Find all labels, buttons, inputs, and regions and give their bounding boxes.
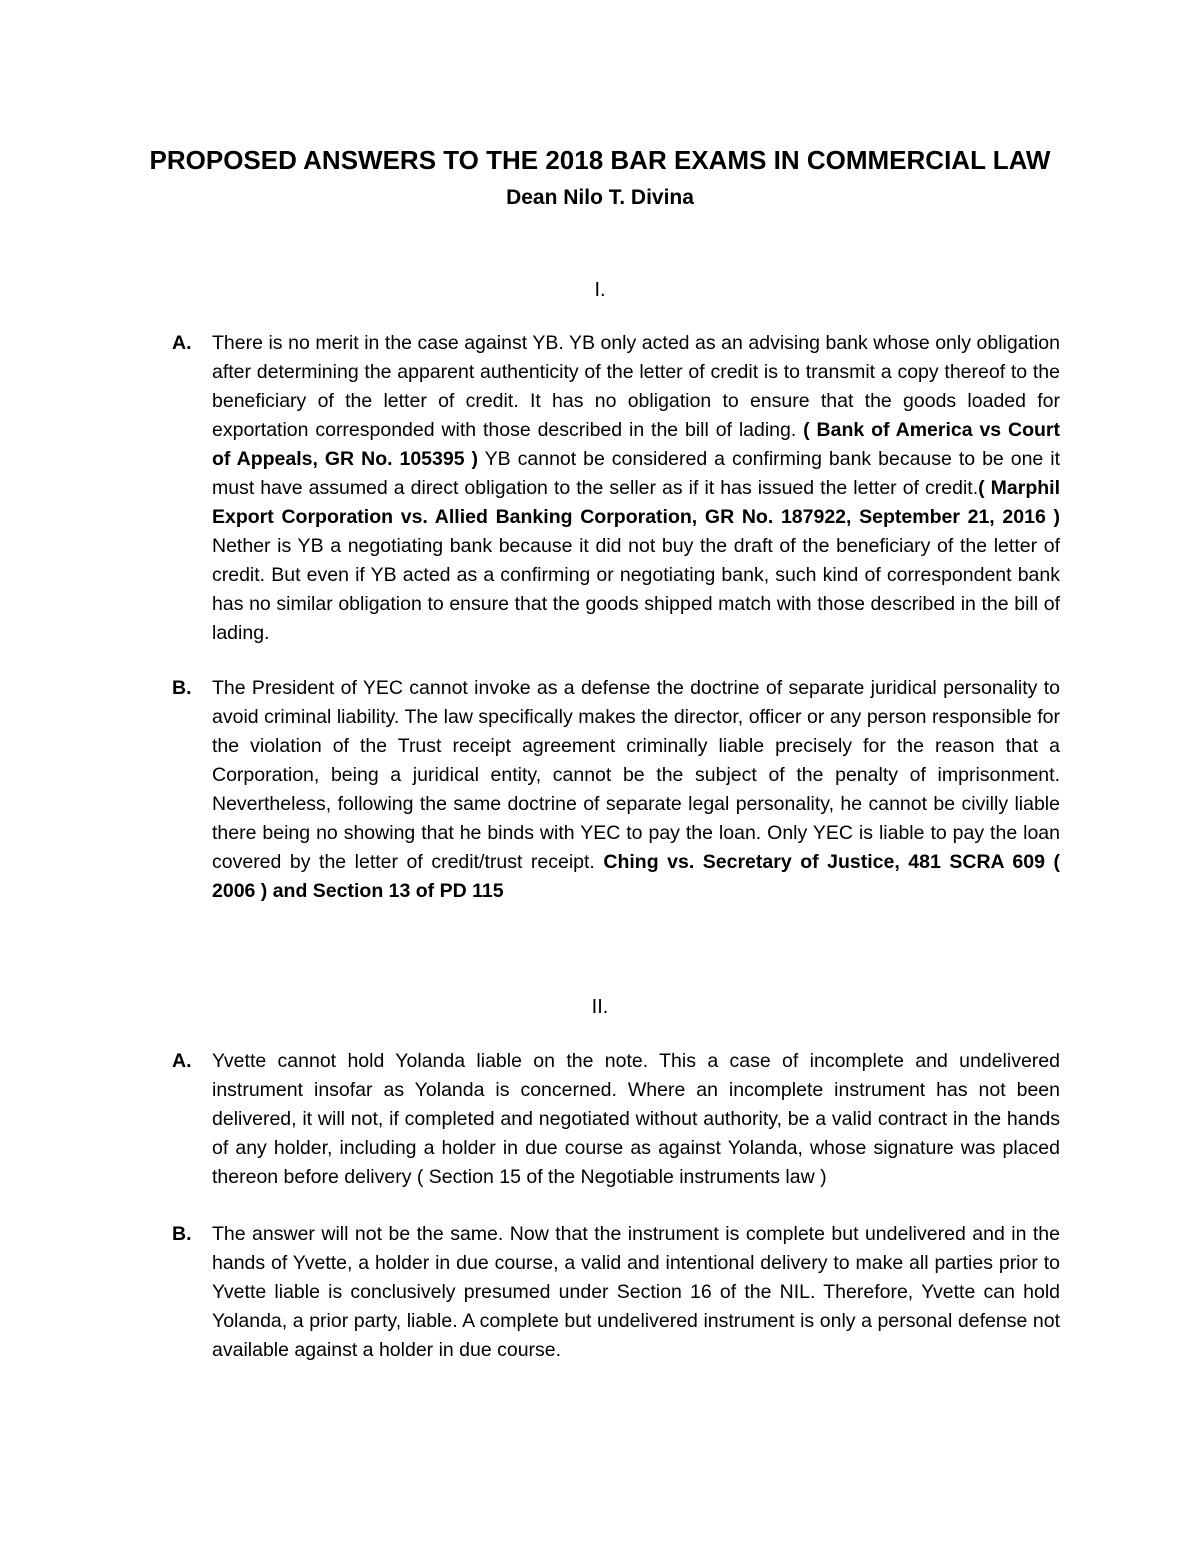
item-letter: B. <box>172 677 192 699</box>
item-text <box>212 1220 1060 1365</box>
text-run: YB cannot be considered a confirming bank because to be one it must have assumed a direct obligation to the seller as if it has issued the letter of credit. <box>212 448 1060 499</box>
document-author: Dean Nilo T. Divina <box>506 186 694 209</box>
citation: Ching vs. Secretary of Justice, 481 SCRA 609 ( 2006 ) and Section 13 of PD 115 <box>212 851 1060 902</box>
citation: ( Marphil Export Corporation vs. Allied Banking Corporation, GR No. 187922, September 21, 2016 ) <box>212 477 1060 528</box>
text-run: Yvette cannot hold Yolanda liable on the note. This a case of incomplete and undelivered instrument insofar as Yolanda is concerned. Where an incomplete instrument has not been delivered, it will not, if completed and negotiated without authority, be a valid contract in the hands of any holder, including a holder in due course as against Yolanda, whose signature was placed thereon before delivery ( Section 15 of the Negotiable instruments law ) <box>212 1050 1060 1188</box>
document-title: PROPOSED ANSWERS TO THE 2018 BAR EXAMS IN COMMERCIAL LAW <box>149 145 1051 175</box>
answer-item <box>172 674 1060 906</box>
citation: ( Bank of America vs Court of Appeals, GR No. 105395 ) <box>212 419 1060 470</box>
text-run: The President of YEC cannot invoke as a defense the doctrine of separate juridical personality to avoid criminal liability. The law specifically makes the director, officer or any person responsible for the violation of the Trust receipt agreement criminally liable precisely for the reason that a Corporation, being a juridical entity, cannot be the subject of the penalty of imprisonment. Nevertheless, following the same doctrine of separate legal personality, he cannot be civilly liable there being no showing that he binds with YEC to pay the loan. Only YEC is liable to pay the loan covered by the letter of credit/trust receipt. <box>212 677 1060 873</box>
text-run: The answer will not be the same. Now that the instrument is complete but undelivered and in the hands of Yvette, a holder in due course, a valid and intentional delivery to make all parties prior to Yvette liable is conclusively presumed under Section 16 of the NIL. Therefore, Yvette can hold Yolanda, a prior party, liable. A complete but undelivered instrument is only a personal defense not available against a holder in due course. <box>212 1223 1060 1361</box>
section-number: II. <box>591 996 609 1018</box>
answer-item <box>172 329 1060 648</box>
answer-item <box>172 1220 1060 1365</box>
item-letter: B. <box>172 1223 192 1245</box>
item-letter: A. <box>172 1050 192 1072</box>
item-letter: A. <box>172 332 192 354</box>
item-text <box>212 1047 1060 1192</box>
section-number: I. <box>594 279 606 301</box>
text-run: Nether is YB a negotiating bank because it did not buy the draft of the beneficiary of the letter of credit. But even if YB acted as a confirming or negotiating bank, such kind of correspondent bank has no similar obligation to ensure that the goods shipped match with those described in the bill of lading. <box>212 535 1060 644</box>
item-text <box>212 329 1060 648</box>
answer-item <box>172 1047 1060 1192</box>
text-run: There is no merit in the case against YB. YB only acted as an advising bank whose only obligation after determining the apparent authenticity of the letter of credit is to transmit a copy thereof to the beneficiary of the letter of credit. It has no obligation to ensure that the goods loaded for exportation corresponded with those described in the bill of lading. <box>212 332 1060 441</box>
item-text <box>212 674 1060 906</box>
